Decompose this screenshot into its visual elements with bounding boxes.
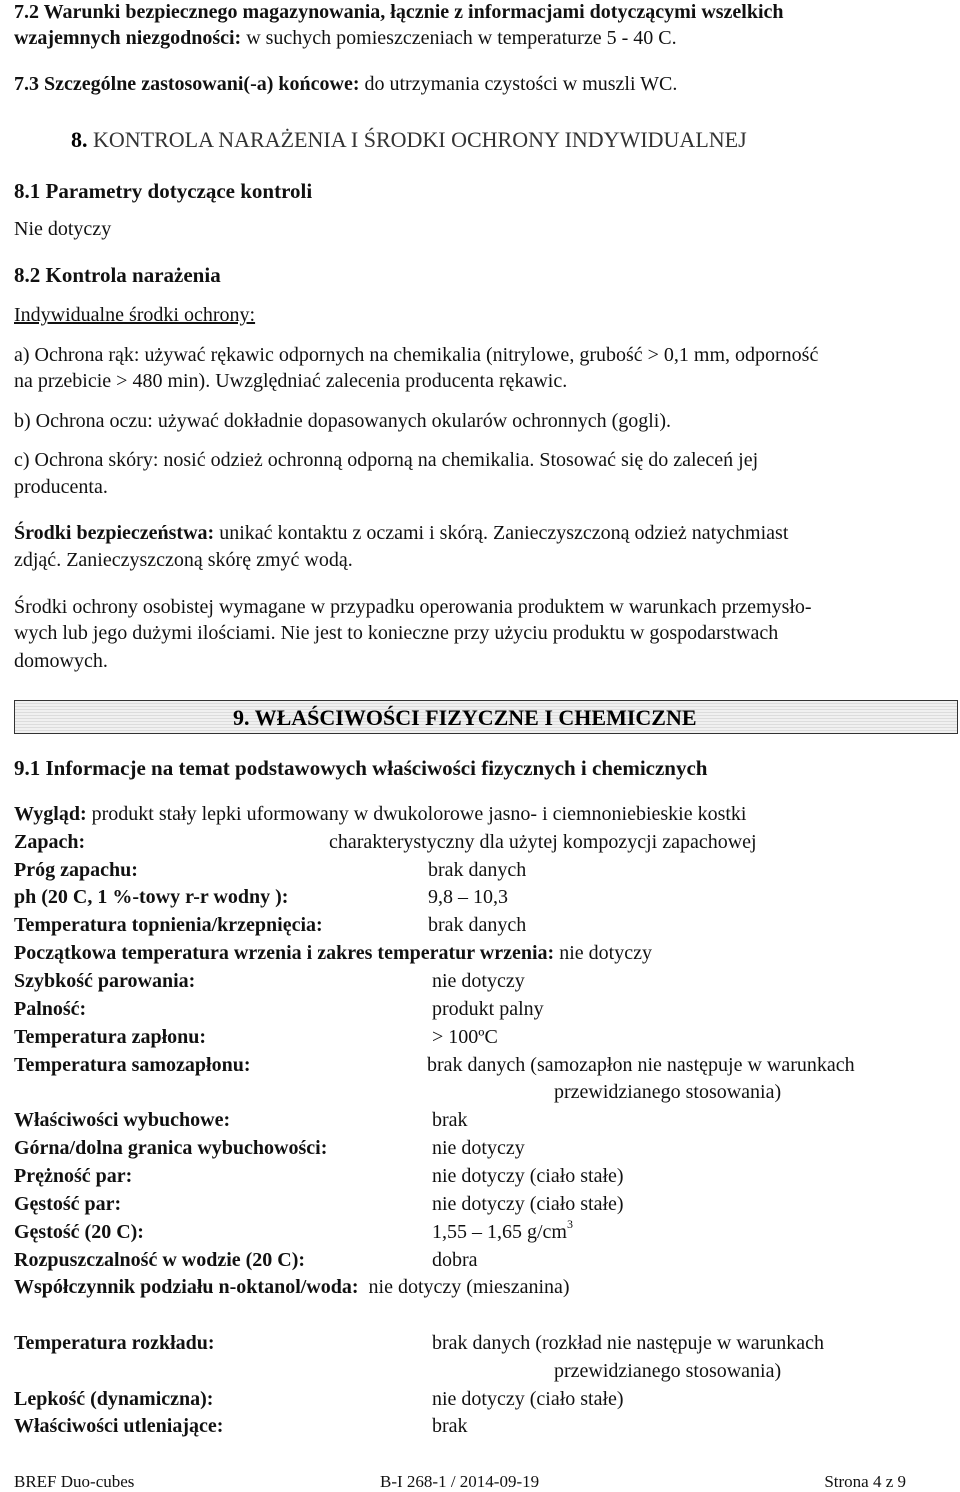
- section-8-title: KONTROLA NARAŻENIA I ŚRODKI OCHRONY INDYWIDUALNEJ: [87, 127, 747, 152]
- property-label: Temperatura topnienia/krzepnięcia:: [14, 914, 323, 936]
- property-label: Temperatura samozapłonu:: [14, 1054, 251, 1076]
- property-value: brak danych (samozapłon nie następuje w warunkach: [427, 1054, 855, 1076]
- property-value: nie dotyczy (ciało stałe): [432, 1165, 624, 1187]
- property-label: Gęstość (20 C):: [14, 1221, 144, 1243]
- property-label: Temperatura rozkładu:: [14, 1332, 215, 1354]
- section-9-1-title: 9.1 Informacje na temat podstawowych właściwości fizycznych i chemicznych: [14, 756, 708, 780]
- eye-protection: b) Ochrona oczu: używać dokładnie dopasowanych okularów ochronnych (gogli).: [14, 410, 672, 432]
- hand-protection-line-1: a) Ochrona rąk: używać rękawic odpornych na chemikalia (nitrylowe, grubość > 0,1 mm, odporność: [14, 344, 819, 366]
- property-value: przewidzianego stosowania): [554, 1360, 782, 1382]
- section-9-title: 9. WŁAŚCIWOŚCI FIZYCZNE I CHEMICZNE: [233, 705, 697, 730]
- property-value: nie dotyczy: [432, 1137, 525, 1159]
- property-row-boiling-point: [14, 940, 652, 966]
- property-value: brak: [432, 1415, 468, 1437]
- property-row-flammability: [14, 996, 960, 1022]
- property-label: Rozpuszczalność w wodzie (20 C):: [14, 1249, 306, 1271]
- property-label: Prężność par:: [14, 1165, 133, 1187]
- skin-protection-line-2: producenta.: [14, 476, 108, 498]
- section-7-3-line: [14, 71, 677, 97]
- section-8-heading: [71, 126, 747, 154]
- property-label: Palność:: [14, 998, 87, 1020]
- personal-protection-line-1: Środki ochrony osobistej wymagane w przypadku operowania produktem w warunkach przemysło-: [14, 596, 812, 618]
- personal-protection-line-3: domowych.: [14, 650, 108, 672]
- property-label: Temperatura zapłonu:: [14, 1026, 207, 1048]
- property-value: dobra: [432, 1249, 478, 1271]
- section-7-2-label-cont: wzajemnych niezgodności:: [14, 27, 242, 49]
- property-row-evaporation-rate: [14, 968, 960, 994]
- property-value: brak danych (rozkład nie następuje w warunkach: [432, 1332, 825, 1354]
- section-8-number: 8.: [71, 127, 88, 152]
- density-value: 1,55 – 1,65 g/cm: [432, 1221, 567, 1243]
- property-row-density: [14, 1219, 960, 1245]
- property-value: nie dotyczy (ciało stałe): [432, 1388, 624, 1410]
- property-row-vapor-pressure: [14, 1163, 960, 1189]
- property-label: Szybkość parowania:: [14, 970, 196, 992]
- footer-product-name: BREF Duo-cubes: [14, 1472, 135, 1491]
- property-value: nie dotyczy (mieszanina): [368, 1276, 570, 1298]
- safety-measures-label: Środki bezpieczeństwa:: [14, 522, 215, 544]
- property-value: [432, 1219, 573, 1245]
- property-label: Współczynnik podziału n-oktanol/woda:: [14, 1276, 359, 1298]
- hand-protection-line-2: na przebicie > 480 min). Uwzględniać zalecenia producenta rękawic.: [14, 370, 568, 392]
- property-value: brak: [432, 1109, 468, 1131]
- safety-measures-line-1: [14, 520, 788, 546]
- property-value: > 100ºC: [432, 1026, 498, 1048]
- property-value: przewidzianego stosowania): [554, 1081, 782, 1103]
- footer-document-id: B-I 268-1 / 2014-09-19: [380, 1472, 540, 1491]
- property-row-viscosity: [14, 1386, 960, 1412]
- property-label: ph (20 C, 1 %-towy r-r wodny ):: [14, 886, 289, 908]
- property-value: nie dotyczy: [432, 970, 525, 992]
- property-label: Górna/dolna granica wybuchowości:: [14, 1137, 328, 1159]
- skin-protection-line-1: c) Ochrona skóry: nosić odzież ochronną odporną na chemikalia. Stosować się do zaleceń jej: [14, 449, 759, 471]
- property-value: charakterystyczny dla użytej kompozycji zapachowej: [329, 831, 757, 853]
- section-7-3-value: do utrzymania czystości w muszli WC.: [359, 73, 678, 95]
- safety-measures-line-2: zdjąć. Zanieczyszczoną skórę zmyć wodą.: [14, 549, 353, 571]
- property-label: Lepkość (dynamiczna):: [14, 1388, 214, 1410]
- personal-protection-line-2: wych lub jego dużymi ilościami. Nie jest to konieczne przy użyciu produktu w gospodarstwach: [14, 622, 779, 644]
- safety-measures-value: unikać kontaktu z oczami i skórą. Zanieczyszczoną odzież natychmiast: [214, 522, 789, 544]
- property-label: Próg zapachu:: [14, 859, 138, 881]
- property-row-solubility: [14, 1247, 960, 1273]
- property-label: Właściwości utleniające:: [14, 1415, 224, 1437]
- property-value: 9,8 – 10,3: [428, 886, 508, 908]
- section-7-3-label: 7.3 Szczególne zastosowani(-a) końcowe:: [14, 73, 360, 95]
- property-row-ph: [14, 884, 960, 910]
- property-row-oxidizing: [14, 1413, 960, 1439]
- property-row-odor: [14, 829, 960, 855]
- property-value: brak danych: [428, 914, 527, 936]
- property-row-decomposition: [14, 1330, 960, 1356]
- property-label: Wygląd:: [14, 803, 87, 825]
- section-8-1-value: Nie dotyczy: [14, 218, 112, 240]
- property-row-melting-point: [14, 912, 960, 938]
- property-label: Początkowa temperatura wrzenia i zakres temperatur wrzenia:: [14, 942, 555, 964]
- ppe-heading: Indywidualne środki ochrony:: [14, 304, 256, 326]
- property-row-explosive: [14, 1107, 960, 1133]
- property-row-appearance: [14, 801, 747, 827]
- section-7-2-line-2: [14, 25, 677, 51]
- property-value: brak danych: [428, 859, 527, 881]
- section-7-2-value: w suchych pomieszczeniach w temperaturze 5 - 40 C.: [241, 27, 677, 49]
- property-label: Gęstość par:: [14, 1193, 122, 1215]
- property-row-explosion-limits: [14, 1135, 960, 1161]
- property-row-odor-threshold: [14, 857, 960, 883]
- property-row-partition-coefficient: [14, 1274, 570, 1300]
- section-9-heading-bar: [14, 700, 958, 734]
- property-value: produkt palny: [432, 998, 544, 1020]
- property-value: nie dotyczy: [554, 942, 652, 964]
- property-row-autoignition: [14, 1052, 960, 1078]
- footer-page-number: Strona 4 z 9: [824, 1472, 906, 1491]
- property-label: Właściwości wybuchowe:: [14, 1109, 231, 1131]
- section-7-2-label: 7.2 Warunki bezpiecznego magazynowania, łącznie z informacjami dotyczącymi wszelkich: [14, 1, 784, 23]
- section-8-2-title: 8.2 Kontrola narażenia: [14, 263, 221, 287]
- property-row-flash-point: [14, 1024, 960, 1050]
- property-value: nie dotyczy (ciało stałe): [432, 1193, 624, 1215]
- property-value: produkt stały lepki uformowany w dwukolorowe jasno- i ciemnoniebieskie kostki: [86, 803, 747, 825]
- section-8-1-title: 8.1 Parametry dotyczące kontroli: [14, 179, 313, 203]
- property-label: Zapach:: [14, 831, 86, 853]
- density-unit-superscript: 3: [567, 1217, 573, 1232]
- property-row-vapor-density: [14, 1191, 960, 1217]
- section-7-2-line-1: [14, 0, 784, 25]
